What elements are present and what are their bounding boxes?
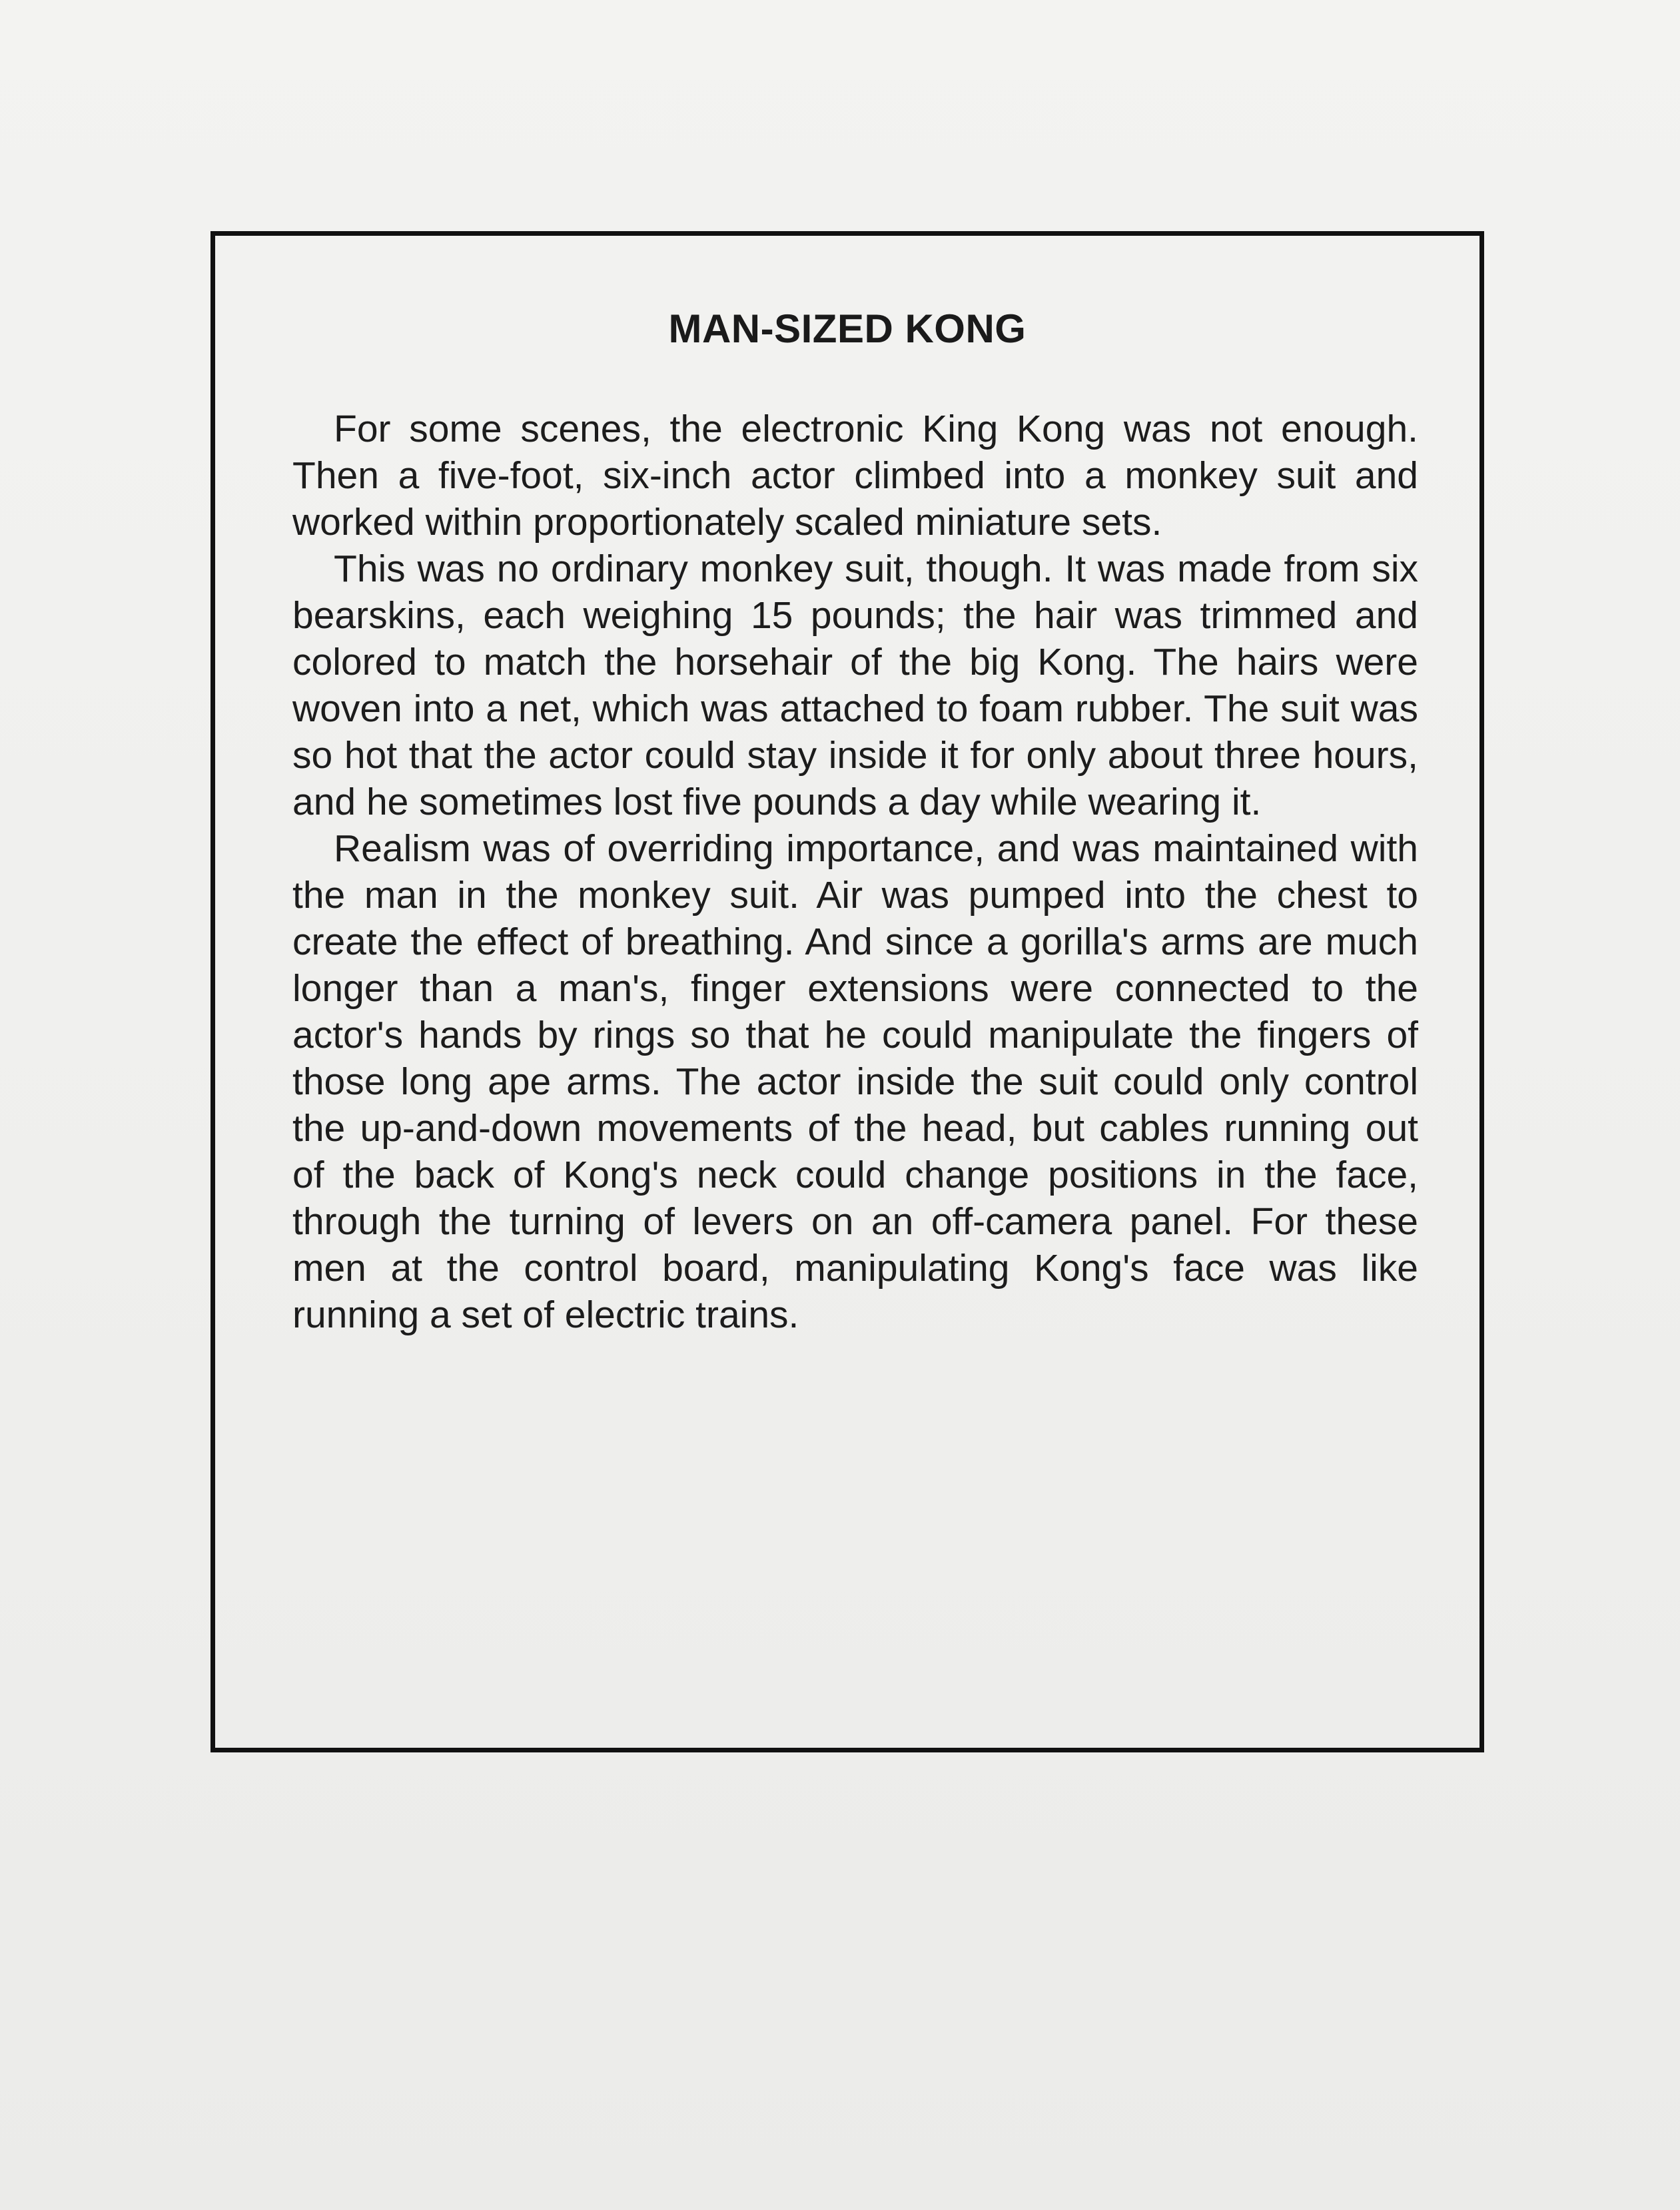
paragraph-2: This was no ordinary monkey suit, though. It was made from six bearskins, each weighing 15 pounds; the hair was trimmed and colored to match the horsehair of the big Kong. The hairs were woven into a net, which was attached to foam rubber. The suit was so hot that the actor could stay inside it for only about three hours, and he sometimes lost five pounds a day while wearing it. [292,548,1418,823]
article-title: MAN-SIZED KONG [668,306,1027,351]
bordered-text-box [210,231,1484,1752]
article-body [292,406,1418,1338]
paragraph-1: For some scenes, the electronic King Kong was not enough. Then a five-foot, six-inch actor climbed into a monkey suit and worked within proportionately scaled miniature sets. [292,408,1418,544]
paragraph-3: Realism was of overriding importance, and was maintained with the man in the monkey suit. Air was pumped into the chest to create the effect of breathing. And since a gorilla's arms are much longer than a man's, finger extensions were connected to the actor's hands by rings so that he could manipulate the fingers of those long ape arms. The actor inside the suit could only control the up-and-down movements of the head, but cables running out of the back of Kong's neck could change positions in the face, through the turning of levers on an off-camera panel. For these men at the control board, manipulating Kong's face was like running a set of electric trains. [292,827,1418,1336]
